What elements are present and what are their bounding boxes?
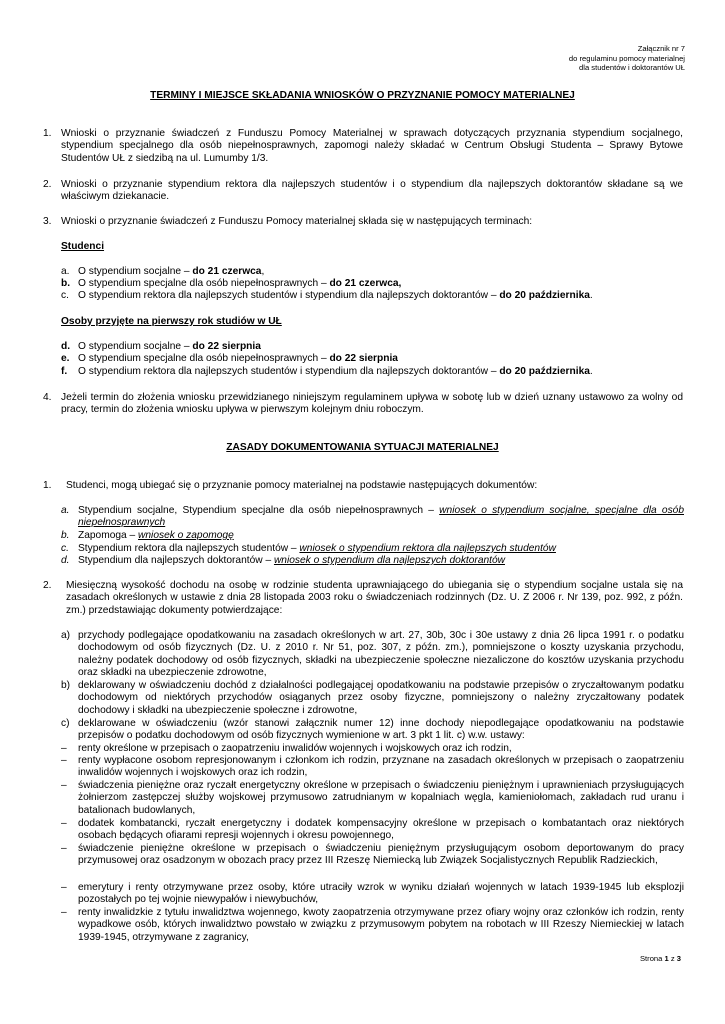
- dash-item: świadczenia pieniężne oraz ryczałt energetyczny określone w przepisach o świadczeniu pieniężnym i uprawnieniach przysługujących żołnierzom zastępczej służby wojskowej przymusowo zatrudnianym w kopalniach węgla, kamieniołomach, zakładach rud uranu i batalionach budowlanych,: [78, 780, 684, 816]
- paragraph: Studenci, mogą ubiegać się o przyznanie pomocy materialnej na podstawie następujących dokumentów:: [66, 480, 538, 491]
- item-tail: .: [589, 290, 593, 301]
- section-title-documentation: ZASADY DOKUMENTOWANIA SYTUACJI MATERIALNEJ: [226, 442, 499, 453]
- dash-item: dodatek kombatancki, ryczałt energetyczny i dodatek kompensacyjny określone w przepisach o kombatantach oraz niektórych osobach będących ofiarami represji wojennych i okresu powojennego,: [78, 818, 684, 842]
- item-label: b): [61, 680, 71, 691]
- item-text: O stypendium socjalne –: [78, 266, 193, 277]
- paragraph: Wnioski o przyznanie świadczeń z Funduszu Pomocy materialnej składa się w następujących terminach:: [61, 216, 533, 227]
- dash-bullet: –: [61, 780, 67, 791]
- document-name: Stypendium socjalne, Stypendium specjalne dla osób niepełnosprawnych –: [78, 505, 440, 516]
- item-label: d.: [61, 341, 71, 352]
- page-total: 3: [676, 954, 681, 963]
- list-number: 2.: [43, 580, 52, 591]
- item-text: O stypendium specjalne dla osób niepełnosprawnych –: [78, 278, 330, 289]
- item-text: O stypendium socjalne –: [78, 341, 193, 352]
- subheading-first-year: Osoby przyjęte na pierwszy rok studiów w UŁ: [61, 316, 282, 327]
- item-tail: ,: [261, 266, 265, 277]
- item-label: c): [61, 718, 70, 729]
- paragraph: Wnioski o przyznanie świadczeń z Funduszu Pomocy Materialnej w sprawach dotyczących przyznania stypendium socjalnego, stypendium specjalnego dla osób niepełnosprawnych, zapomogi należy składać w Centrum Obsługi Studenta – Sprawy Bytowe Studentów UŁ z siedzibą na ul. Lumumby 1/3.: [61, 128, 683, 164]
- attachment-line: do regulaminu pomocy materialnej: [568, 53, 685, 63]
- income-item: deklarowany w oświadczeniu dochód z działalności podlegającej opodatkowaniu na podstawie przepisów o zryczałtowanym podatku dochodowym od niektórych przychodów osiąganych przez osoby fizyczne, pomniejszony o należny zryczałtowany podatek dochodowy i składki na ubezpieczenie społeczne i zdrowotne,: [78, 680, 684, 716]
- document-item: [78, 505, 684, 530]
- item-deadline: do 21 czerwca: [192, 266, 262, 277]
- document-name: Zapomoga –: [78, 530, 139, 541]
- item-label: e.: [61, 353, 70, 364]
- page-current: 1: [664, 954, 669, 963]
- list-number: 3.: [43, 216, 52, 227]
- item-label: b.: [61, 530, 70, 541]
- item-label: b.: [61, 278, 71, 289]
- attachment-line: dla studentów i doktorantów UŁ: [579, 63, 685, 73]
- deadline-item: [61, 266, 264, 278]
- document-item: [78, 555, 684, 567]
- dash-bullet: –: [61, 818, 67, 829]
- paragraph: Miesięczną wysokość dochodu na osobę w rodzinie studenta uprawniającego do ubiegania się o stypendium socjalne ustala się na zasadach określonych w ustawie z dnia 28 listopada 2003 roku o świadczeniach rodzinnych (Dz. U. Z 2006 r. Nr 139, poz. 992, z późn. zm.) przedstawiając dokumenty potwierdzające:: [66, 580, 683, 616]
- dash-item: emerytury i renty otrzymywane przez osoby, które utraciły wzrok w wyniku działań wojennych w latach 1939-1945 lub eksplozji pozostałych po tej wojnie niewypałów i niewybuchów,: [78, 882, 684, 906]
- page-separator: z: [670, 954, 675, 963]
- list-number: 1.: [43, 128, 52, 139]
- item-text: O stypendium specjalne dla osób niepełnosprawnych –: [78, 353, 330, 364]
- attachment-note: [569, 44, 685, 73]
- item-label: a.: [61, 505, 70, 516]
- item-label: c.: [61, 290, 69, 301]
- paragraph: Wnioski o przyznanie stypendium rektora dla najlepszych studentów i o stypendium dla najlepszych doktorantów składane są we właściwym dziekanacie.: [61, 179, 683, 203]
- item-deadline: do 20 października: [499, 366, 590, 377]
- item-label: d.: [61, 555, 70, 566]
- paragraph: Jeżeli termin do złożenia wniosku przewidzianego niniejszym regulaminem upływa w sobotę lub w dzień uznany ustawowo za wolny od pracy, termin do złożenia wniosku upływa w pierwszym kolejnym dniu roboczym.: [61, 392, 683, 416]
- deadline-item: [61, 366, 593, 378]
- item-deadline: do 21 czerwca,: [329, 278, 402, 289]
- deadline-item: [61, 341, 261, 353]
- dash-bullet: –: [61, 743, 67, 754]
- deadline-item: [61, 290, 593, 302]
- dash-item: świadczenie pieniężne określone w przepisach o świadczeniu pieniężnym przysługującym osobom deportowanym do pracy przymusowej oraz osadzonym w obozach pracy przez III Rzeszę Niemiecką lub Związek Socjalistycznych Republik Radzieckich,: [78, 843, 684, 867]
- form-link[interactable]: wniosek o zapomogę: [138, 530, 234, 541]
- income-item: przychody podlegające opodatkowaniu na zasadach określonych w art. 27, 30b, 30c i 30e ustawy z dnia 26 lipca 1991 r. o podatku dochodowym od osób fizycznych (Dz. U. z 2010 r. Nr 51, poz. 307, z późn. zm.), pomniejszone o koszty uzyskania przychodu, należny podatek dochodowy od osób fizycznych, składki na ubezpieczenie społeczne niezaliczone do kosztów uzyskania przychodu oraz składki na ubezpieczenie zdrowotne,: [78, 630, 684, 679]
- form-link[interactable]: wniosek o stypendium rektora dla najlepszych studentów: [299, 543, 556, 554]
- list-number: 4.: [43, 392, 52, 403]
- item-label: c.: [61, 543, 69, 554]
- item-label: a): [61, 630, 71, 641]
- subheading-students: Studenci: [61, 241, 105, 252]
- deadline-item: [61, 353, 398, 365]
- item-text: O stypendium rektora dla najlepszych studentów i stypendium dla najlepszych doktorantów –: [78, 366, 500, 377]
- form-link[interactable]: wniosek o stypendium dla najlepszych doktorantów: [273, 555, 505, 566]
- page-label: Strona: [639, 954, 663, 963]
- page-number: [640, 954, 681, 963]
- item-label: f.: [61, 366, 68, 377]
- item-label: a.: [61, 266, 70, 277]
- document-item: [78, 530, 684, 542]
- item-text: O stypendium rektora dla najlepszych studentów i stypendium dla najlepszych doktorantów –: [78, 290, 500, 301]
- section-title-deadlines: TERMINY I MIEJSCE SKŁADANIA WNIOSKÓW O PRZYZNANIE POMOCY MATERIALNEJ: [150, 90, 575, 101]
- form-link[interactable]: wniosek o stypendium socjalne, specjalne dla osób niepełnosprawnych: [78, 505, 684, 529]
- dash-bullet: –: [61, 843, 67, 854]
- dash-bullet: –: [61, 882, 67, 893]
- dash-item: renty inwalidzkie z tytułu inwalidztwa wojennego, kwoty zaopatrzenia otrzymywane przez ofiary wojny oraz członków ich rodzin, renty wypadkowe osób, których inwalidztwo powstało w związku z przymusowym pobytem na robotach w III Rzeszy Niemieckiej w latach 1939-1945, otrzymywane z zagranicy,: [78, 907, 684, 943]
- list-number: 2.: [43, 179, 52, 190]
- document-name: Stypendium rektora dla najlepszych studentów –: [78, 543, 300, 554]
- item-tail: .: [589, 366, 593, 377]
- list-number: 1.: [43, 480, 52, 491]
- dash-item: renty określone w przepisach o zaopatrzeniu inwalidów wojennych i wojskowych oraz ich rodzin,: [78, 743, 512, 754]
- attachment-line: Załącznik nr 7: [637, 44, 685, 53]
- item-deadline: do 22 sierpnia: [329, 353, 398, 364]
- income-item: deklarowane w oświadczeniu (wzór stanowi załącznik numer 12) inne dochody niepodlegające opodatkowaniu na podstawie przepisów o podatku dochodowym od osób fizycznych wymienione w art. 3 pkt 1 lit. c) w.w. ustawy:: [78, 718, 684, 742]
- item-deadline: do 22 sierpnia: [192, 341, 261, 352]
- item-deadline: do 20 października: [499, 290, 590, 301]
- deadline-item: [61, 278, 401, 290]
- dash-bullet: –: [61, 755, 67, 766]
- document-name: Stypendium dla najlepszych doktorantów –: [78, 555, 274, 566]
- dash-item: renty wypłacone osobom represjonowanym i członkom ich rodzin, przyznane na zasadach określonych w przepisach o zaopatrzeniu inwalidów wojennych i wojskowych oraz ich rodzin,: [78, 755, 684, 779]
- document-item: [78, 543, 684, 555]
- dash-bullet: –: [61, 907, 67, 918]
